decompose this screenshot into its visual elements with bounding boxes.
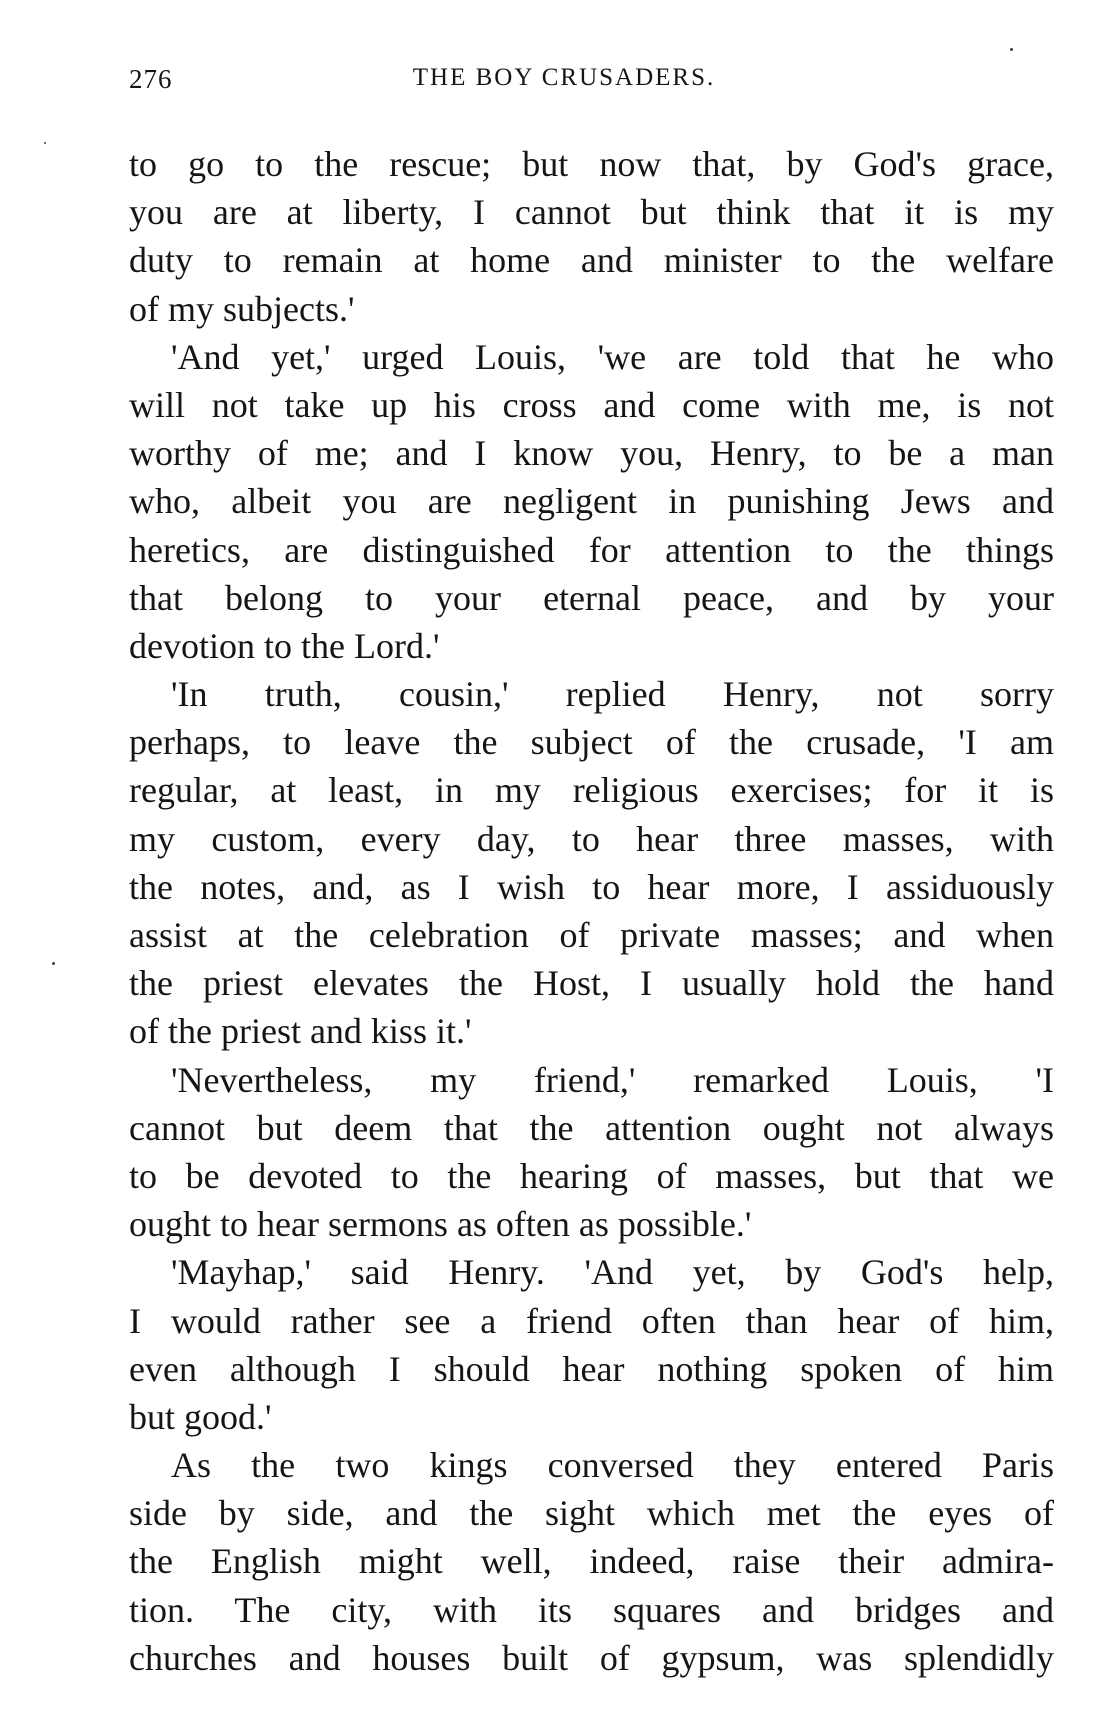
page-header — [129, 64, 1059, 104]
paragraph — [129, 140, 1054, 333]
body-text — [129, 140, 1054, 1682]
text-line: churches and houses built of gypsum, was splendidly — [129, 1637, 1054, 1678]
text-line: that belong to your eternal peace, and by your — [129, 577, 1054, 618]
paragraph — [129, 1056, 1054, 1249]
text-line: of my subjects.' — [129, 288, 355, 329]
text-line: side by side, and the sight which met the eyes of — [129, 1493, 1054, 1534]
text-line: devotion to the Lord.' — [129, 625, 440, 666]
print-speck — [1010, 48, 1013, 51]
text-line: As the two kings conversed they entered Paris — [171, 1445, 1054, 1486]
text-line: 'Mayhap,' said Henry. 'And yet, by God's help, — [171, 1252, 1054, 1293]
text-line: ought to hear sermons as often as possible.' — [129, 1204, 752, 1245]
text-line: the notes, and, as I wish to hear more, I assiduously — [129, 866, 1054, 907]
text-line: to go to the rescue; but now that, by God's grace, — [129, 144, 1054, 184]
text-line: of the priest and kiss it.' — [129, 1011, 472, 1052]
running-title: THE BOY CRUSADERS. — [412, 64, 716, 91]
text-line: the English might well, indeed, raise their admira- — [129, 1541, 1054, 1582]
text-line: 'In truth, cousin,' replied Henry, not sorry — [171, 674, 1054, 715]
text-line: tion. The city, with its squares and bridges and — [129, 1589, 1054, 1630]
text-line: will not take up his cross and come with me, is not — [129, 384, 1054, 425]
text-line: even although I should hear nothing spoken of him — [129, 1348, 1054, 1389]
paragraph — [129, 1248, 1054, 1441]
text-line: assist at the celebration of private masses; and when — [129, 915, 1054, 955]
print-speck — [44, 142, 46, 144]
text-line: perhaps, to leave the subject of the crusade, 'I am — [129, 722, 1054, 763]
text-line: to be devoted to the hearing of masses, but that we — [129, 1155, 1054, 1196]
text-line: 'And yet,' urged Louis, 'we are told that he who — [171, 336, 1054, 377]
text-line: 'Nevertheless, my friend,' remarked Louis, 'I — [171, 1059, 1054, 1100]
paragraph — [129, 1441, 1054, 1682]
text-line: I would rather see a friend often than hear of him, — [129, 1300, 1054, 1341]
text-line: you are at liberty, I cannot but think that it is my — [129, 192, 1054, 233]
text-line: regular, at least, in my religious exercises; for it is — [129, 770, 1054, 811]
text-line: heretics, are distinguished for attention to the things — [129, 529, 1054, 570]
text-line: worthy of me; and I know you, Henry, to be a man — [129, 433, 1054, 474]
text-line: duty to remain at home and minister to the welfare — [129, 240, 1054, 281]
paragraph — [129, 670, 1054, 1056]
page-number: 276 — [129, 64, 173, 94]
text-line: who, albeit you are negligent in punishing Jews and — [129, 481, 1054, 522]
text-line: my custom, every day, to hear three masses, with — [129, 818, 1054, 859]
print-speck — [52, 962, 55, 965]
text-line: but good.' — [129, 1396, 272, 1437]
text-line: the priest elevates the Host, I usually hold the hand — [129, 963, 1054, 1004]
text-line: cannot but deem that the attention ought not always — [129, 1107, 1054, 1148]
paragraph — [129, 333, 1054, 670]
